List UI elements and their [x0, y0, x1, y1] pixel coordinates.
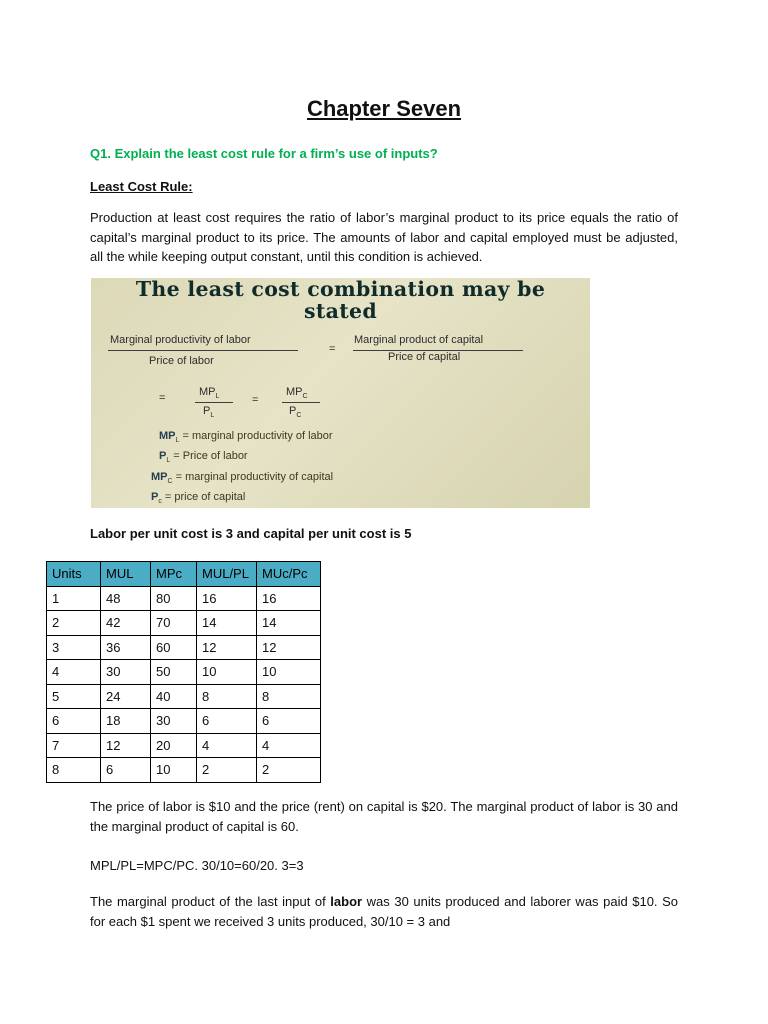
table-header-row	[47, 562, 321, 587]
table-row	[47, 733, 321, 758]
table-cell: 16	[257, 586, 321, 611]
header-mul-pl: MUL/PL	[197, 562, 257, 587]
table-cell: 4	[47, 660, 101, 685]
unit-cost-note: Labor per unit cost is 3 and capital per unit cost is 5	[90, 526, 412, 541]
table-cell: 10	[257, 660, 321, 685]
definition-pc: $P_c$ = price of capital	[151, 491, 246, 506]
question-text: Q1. Explain the least cost rule for a firm’s use of inputs?	[90, 146, 438, 161]
equals-sign-2: =	[159, 392, 166, 404]
table-cell: 8	[197, 684, 257, 709]
table-cell: 50	[151, 660, 197, 685]
table-cell: 6	[197, 709, 257, 734]
header-mpc: MPc	[151, 562, 197, 587]
table-cell: 60	[151, 635, 197, 660]
table-cell: 6	[101, 758, 151, 783]
paragraph-prices: The price of labor is $10 and the price (rent) on capital is $20. The marginal product of labor is 30 and the marginal product of capital is 60.	[90, 799, 678, 834]
table-cell: 18	[101, 709, 151, 734]
table-cell: 2	[197, 758, 257, 783]
paragraph-marginal-product: The marginal product of the last input of labor was 30 units produced and laborer was paid $10. So for each $1 spent we received 3 units produced, 30/10 = 3 and	[90, 894, 679, 929]
table-cell: 8	[257, 684, 321, 709]
equals-sign-3: =	[252, 394, 259, 406]
table-cell: 36	[101, 635, 151, 660]
marginal-utility-table	[46, 561, 321, 783]
table-cell: 24	[101, 684, 151, 709]
table-row	[47, 709, 321, 734]
pc-symbol: $P_C$	[289, 405, 302, 420]
page-title: Chapter Seven	[306, 96, 462, 121]
table-cell: 12	[257, 635, 321, 660]
mpc-symbol: $MP_C$	[286, 386, 308, 401]
least-cost-slide-image	[91, 278, 590, 508]
paragraph-least-cost: Production at least cost requires the ratio of labor’s marginal product to its price equals the ratio of capital’s marginal product to its price. The amounts of labor and capital employed must be adjusted, all the while keeping output constant, until this condition is achieved.	[90, 210, 678, 264]
mpl-symbol: $MP_L$	[199, 386, 220, 401]
table-cell: 8	[47, 758, 101, 783]
table-cell: 6	[47, 709, 101, 734]
definition-mpl: $MP_L$ = marginal productivity of labor	[159, 430, 333, 445]
denominator-left: Price of labor	[149, 355, 214, 367]
table-row	[47, 586, 321, 611]
table-cell: 12	[197, 635, 257, 660]
denominator-right: Price of capital	[388, 351, 461, 363]
table-cell: 5	[47, 684, 101, 709]
table-cell: 4	[197, 733, 257, 758]
table-cell: 14	[197, 611, 257, 636]
table-row	[47, 684, 321, 709]
header-mul: MUL	[101, 562, 151, 587]
table-cell: 2	[257, 758, 321, 783]
table-row	[47, 611, 321, 636]
table-cell: 42	[101, 611, 151, 636]
table-cell: 40	[151, 684, 197, 709]
table-cell: 14	[257, 611, 321, 636]
table-cell: 6	[257, 709, 321, 734]
table-cell: 80	[151, 586, 197, 611]
pl-symbol: $P_L$	[203, 405, 215, 420]
table-cell: 3	[47, 635, 101, 660]
table-cell: 30	[101, 660, 151, 685]
table-cell: 20	[151, 733, 197, 758]
table-cell: 10	[151, 758, 197, 783]
paragraph-equation: MPL/PL=MPC/PC. 30/10=60/20. 3=3	[90, 858, 304, 873]
definition-pl: $P_L$ = Price of labor	[159, 450, 248, 465]
table-cell: 10	[197, 660, 257, 685]
table-row	[47, 635, 321, 660]
fraction-bar-left	[108, 350, 298, 351]
table-cell: 1	[47, 586, 101, 611]
fraction-bar-mpl	[195, 402, 233, 403]
table-cell: 2	[47, 611, 101, 636]
table-row	[47, 758, 321, 783]
fraction-bar-mpc	[282, 402, 320, 403]
table-cell: 4	[257, 733, 321, 758]
table-cell: 48	[101, 586, 151, 611]
numerator-left: Marginal productivity of labor	[110, 334, 251, 346]
table-row	[47, 660, 321, 685]
table-cell: 30	[151, 709, 197, 734]
equals-sign-1: =	[329, 343, 336, 355]
header-muc-pc: MUc/Pc	[257, 562, 321, 587]
table-cell: 70	[151, 611, 197, 636]
definition-mpc: $MP_C$ = marginal productivity of capital	[151, 471, 334, 486]
section-heading: Least Cost Rule:	[90, 179, 193, 194]
table-cell: 7	[47, 733, 101, 758]
table-cell: 12	[101, 733, 151, 758]
table-cell: 16	[197, 586, 257, 611]
header-units: Units	[47, 562, 101, 587]
slide-title: The least cost combination may be stated	[135, 278, 546, 323]
numerator-right: Marginal product of capital	[354, 334, 484, 346]
